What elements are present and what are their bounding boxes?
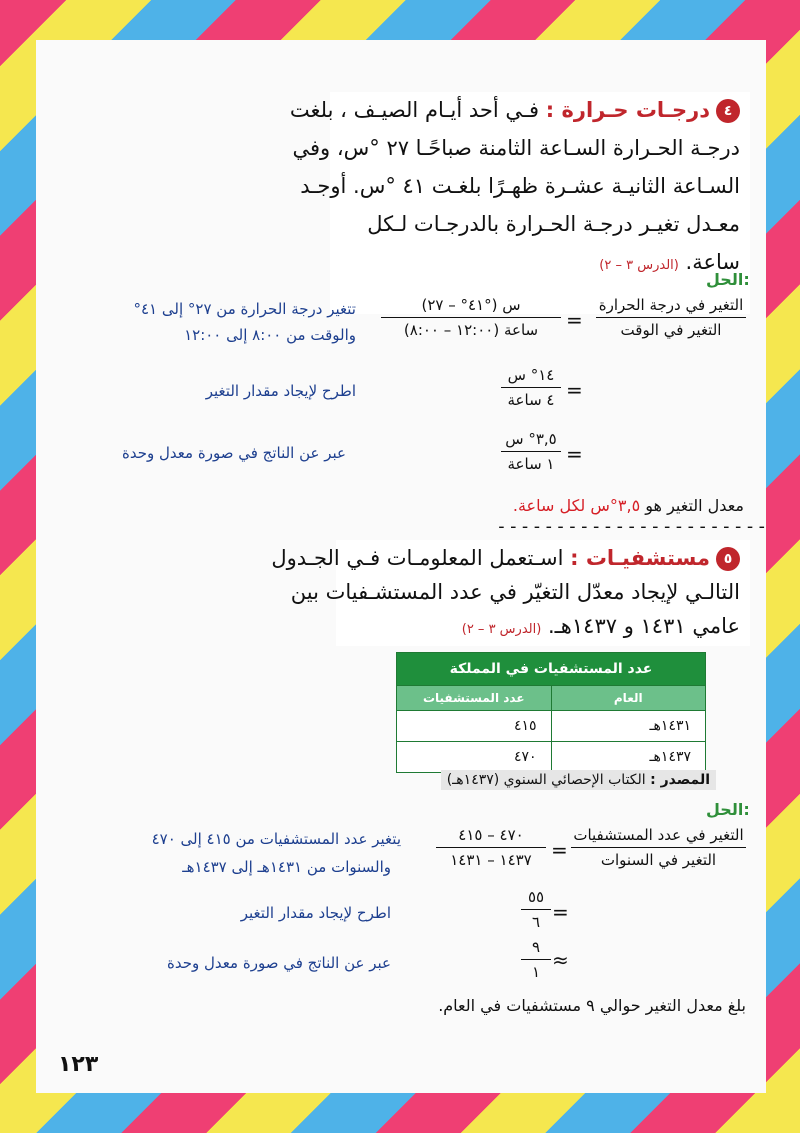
solution-1-note-1b: والوقت من ٨:٠٠ إلى ١٢:٠٠ xyxy=(184,326,356,344)
question-4-text-5: ساعة. xyxy=(685,250,740,274)
solution-2-fraction-1-denominator: ١٤٣٧ – ١٤٣١ xyxy=(450,851,532,869)
solution-2-equals-1: = xyxy=(551,838,568,862)
question-5-box xyxy=(271,540,750,646)
solution-2-fraction-2-numerator: ٥٥ xyxy=(521,888,551,910)
solution-2-main-fraction xyxy=(571,826,746,869)
solution-1-note-1a: تتغير درجة الحرارة من ٢٧° إلى ٤١° xyxy=(133,300,356,318)
question-5-lesson-ref: (الدرس ٣ – ٢) xyxy=(461,622,542,637)
question-4-lesson-ref: (الدرس ٣ – ٢) xyxy=(599,258,679,273)
solution-2-note-1a: يتغير عدد المستشفيات من ٤١٥ إلى ٤٧٠ xyxy=(151,830,401,848)
question-5-line-3 xyxy=(462,608,740,648)
table-cell-year: ١٤٣١هـ xyxy=(551,711,706,742)
solution-2-result: بلغ معدل التغير حوالي ٩ مستشفيات في العام. xyxy=(438,996,746,1015)
solution-1-equals-2: = xyxy=(566,378,583,402)
section-divider: ----------------------- xyxy=(496,516,769,537)
solution-2-note-3: عبر عن الناتج في صورة معدل وحدة xyxy=(167,954,391,972)
question-4-box xyxy=(289,92,750,314)
table-row xyxy=(397,711,706,742)
solution-1-result xyxy=(416,496,744,515)
table-header-count: عدد المستشفيات xyxy=(397,686,552,711)
solution-1-main-numerator: التغير في درجة الحرارة xyxy=(596,296,746,318)
solution-2-fraction-2-denominator: ٦ xyxy=(531,913,541,931)
table-cell-count: ٤٧٠ xyxy=(397,742,552,773)
question-4-line-1 xyxy=(290,92,740,128)
solution-1-result-value: ٣,٥°س لكل ساعة. xyxy=(512,496,641,515)
question-4-number-badge: ٤ xyxy=(716,99,740,123)
solution-2-approx: ≈ xyxy=(552,948,569,972)
table-source-text: الكتاب الإحصائي السنوي (١٤٣٧هـ) xyxy=(446,772,646,788)
solution-2-note-1b: والسنوات من ١٤٣١هـ إلى ١٤٣٧هـ xyxy=(182,858,391,876)
question-4-title: درجـات حـرارة : xyxy=(545,98,710,122)
solution-1-equals-1: = xyxy=(566,308,583,332)
solution-1-fraction-1-denominator: (١٢:٠٠ – ٨:٠٠) ساعة xyxy=(403,321,539,339)
table-cell-year: ١٤٣٧هـ xyxy=(551,742,706,773)
question-4-text-1: فـي أحد أيـام الصيـف ، بلغت xyxy=(289,98,540,122)
question-4-line-4: معـدل تغيـر درجـة الحـرارة بالدرجـات لـكل xyxy=(367,212,740,236)
page-sheet xyxy=(36,40,769,1093)
solution-1-main-fraction xyxy=(596,296,746,339)
question-5-line-1 xyxy=(271,540,740,576)
solution-2-fraction-2 xyxy=(521,888,551,931)
solution-2-equals-2: = xyxy=(552,900,569,924)
table-title: عدد المستشفيات في المملكة xyxy=(397,653,706,686)
solution-1-result-prefix: معدل التغير هو xyxy=(645,496,744,515)
page-number: ١٢٣ xyxy=(58,1052,99,1077)
hospitals-table xyxy=(396,652,706,773)
solution-1-fraction-2 xyxy=(501,366,561,409)
solution-1-equals-3: = xyxy=(566,442,583,466)
table-source-label: المصدر : xyxy=(650,772,710,788)
solution-1-fraction-2-numerator: ١٤° س xyxy=(501,366,561,388)
solution-1-note-3: عبر عن الناتج في صورة معدل وحدة xyxy=(122,444,346,462)
solution-2-main-numerator: التغير في عدد المستشفيات xyxy=(571,826,746,848)
solution-1-fraction-1 xyxy=(381,296,561,339)
solution-2-fraction-1 xyxy=(436,826,546,869)
table-source xyxy=(441,770,716,790)
solution-1-fraction-2-denominator: ٤ ساعة xyxy=(507,391,555,409)
solution-2-label: الحل: xyxy=(706,800,750,819)
table-row xyxy=(397,742,706,773)
solution-2-fraction-3 xyxy=(521,938,551,981)
solution-1-fraction-1-numerator: (٤١° – ٢٧°) س xyxy=(381,296,561,318)
solution-1-note-2: اطرح لإيجاد مقدار التغير xyxy=(205,382,356,400)
solution-1-main-denominator: التغير في الوقت xyxy=(620,321,722,339)
solution-1-label: الحل: xyxy=(706,270,750,289)
solution-2-fraction-1-numerator: ٤٧٠ – ٤١٥ xyxy=(436,826,546,848)
solution-2-fraction-3-numerator: ٩ xyxy=(521,938,551,960)
solution-1-fraction-3 xyxy=(501,430,561,473)
solution-2-fraction-3-denominator: ١ xyxy=(531,963,541,981)
table-cell-count: ٤١٥ xyxy=(397,711,552,742)
question-5-line-2: التالـي لإيجاد معدّل التغيّر في عدد المستشـفيات بين xyxy=(290,580,740,604)
question-5-text-1: اسـتعمل المعلومـات فـي الجـدول xyxy=(271,546,564,570)
question-5-text-3: عامي ١٤٣١ و ١٤٣٧هـ. xyxy=(547,614,740,638)
question-4-line-3: السـاعة الثانيـة عشـرة ظهـرًا بلغـت ٤١ °س. أوجـد xyxy=(300,174,740,198)
question-5-title: مستشفيـات : xyxy=(570,546,710,570)
solution-2-note-2: اطرح لإيجاد مقدار التغير xyxy=(240,904,391,922)
solution-1-fraction-3-numerator: ٣,٥° س xyxy=(501,430,561,452)
solution-2-main-denominator: التغير في السنوات xyxy=(600,851,717,869)
question-5-number-badge: ٥ xyxy=(716,547,740,571)
solution-1-fraction-3-denominator: ١ ساعة xyxy=(507,455,555,473)
table-header-year: العام xyxy=(551,686,706,711)
question-4-line-2: درجـة الحـرارة السـاعة الثامنة صباحًـا ٢٧ °س، وفي xyxy=(292,136,740,160)
